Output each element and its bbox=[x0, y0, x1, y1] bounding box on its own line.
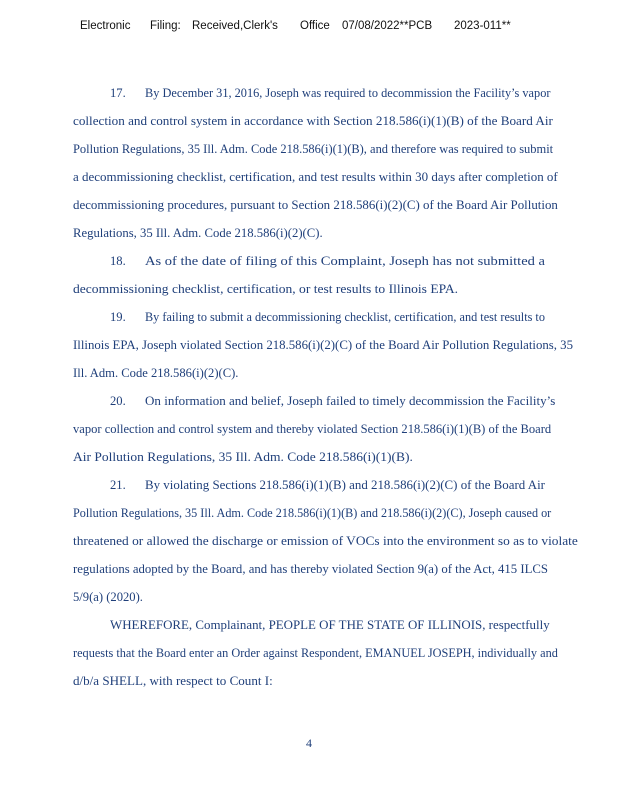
page-number: 4 bbox=[306, 736, 312, 750]
paragraph-line: 5/9(a) (2020). bbox=[73, 590, 143, 604]
paragraph-line: Pollution Regulations, 35 Ill. Adm. Code 218.586(i)(1)(B) and 218.586(i)(2)(C), Joseph caused or bbox=[73, 506, 552, 520]
paragraph-line: decommissioning procedures, pursuant to Section 218.586(i)(2)(C) of the Board Air Pollution bbox=[73, 198, 558, 212]
prayer-line: requests that the Board enter an Order against Respondent, EMANUEL JOSEPH, individually and bbox=[73, 646, 558, 660]
paragraph-line: As of the date of filing of this Complaint, Joseph has not submitted a bbox=[145, 254, 545, 268]
paragraph-line: By failing to submit a decommissioning checklist, certification, and test results to bbox=[145, 310, 545, 324]
filing-header bbox=[80, 20, 600, 36]
paragraph-line: By violating Sections 218.586(i)(1)(B) and 218.586(i)(2)(C) of the Board Air bbox=[145, 478, 545, 492]
paragraph-number: 17. bbox=[110, 86, 126, 100]
header-filing: Filing: bbox=[150, 20, 181, 32]
paragraph-line: collection and control system in accordance with Section 218.586(i)(1)(B) of the Board Air bbox=[73, 114, 553, 128]
paragraph-line: By December 31, 2016, Joseph was required to decommission the Facility’s vapor bbox=[145, 86, 551, 100]
paragraph-line: Pollution Regulations, 35 Ill. Adm. Code 218.586(i)(1)(B), and therefore was required to submit bbox=[73, 142, 554, 156]
paragraph-line: Air Pollution Regulations, 35 Ill. Adm. Code 218.586(i)(1)(B). bbox=[73, 450, 413, 464]
paragraph-line: On information and belief, Joseph failed to timely decommission the Facility’s bbox=[145, 394, 556, 408]
header-date: 07/08/2022**PCB bbox=[342, 20, 433, 32]
header-electronic: Electronic bbox=[80, 20, 131, 32]
prayer-line: WHEREFORE, Complainant, PEOPLE OF THE STATE OF ILLINOIS, respectfully bbox=[110, 618, 550, 632]
paragraph-line: threatened or allowed the discharge or emission of VOCs into the environment so as to violate bbox=[73, 534, 578, 548]
header-case: 2023-011** bbox=[454, 20, 511, 32]
paragraph-number: 19. bbox=[110, 310, 126, 324]
header-received: Received,Clerk's bbox=[192, 20, 278, 32]
paragraph-number: 20. bbox=[110, 394, 126, 408]
paragraph-line: decommissioning checklist, certification, or test results to Illinois EPA. bbox=[73, 282, 459, 296]
paragraph-line: regulations adopted by the Board, and has thereby violated Section 9(a) of the Act, 415 ILCS bbox=[73, 562, 548, 576]
paragraph-line: Illinois EPA, Joseph violated Section 218.586(i)(2)(C) of the Board Air Pollution Regulations, 35 bbox=[73, 338, 574, 352]
paragraph-number: 21. bbox=[110, 478, 126, 492]
header-office: Office bbox=[300, 20, 330, 32]
paragraph-line: a decommissioning checklist, certification, and test results within 30 days after completion of bbox=[73, 170, 558, 184]
prayer-line: d/b/a SHELL, with respect to Count I: bbox=[73, 674, 273, 688]
paragraph-number: 18. bbox=[110, 254, 126, 268]
paragraph-line: Ill. Adm. Code 218.586(i)(2)(C). bbox=[73, 366, 239, 380]
paragraph-line: Regulations, 35 Ill. Adm. Code 218.586(i)(2)(C). bbox=[73, 226, 323, 240]
paragraph-line: vapor collection and control system and thereby violated Section 218.586(i)(1)(B) of the Board bbox=[73, 422, 552, 436]
